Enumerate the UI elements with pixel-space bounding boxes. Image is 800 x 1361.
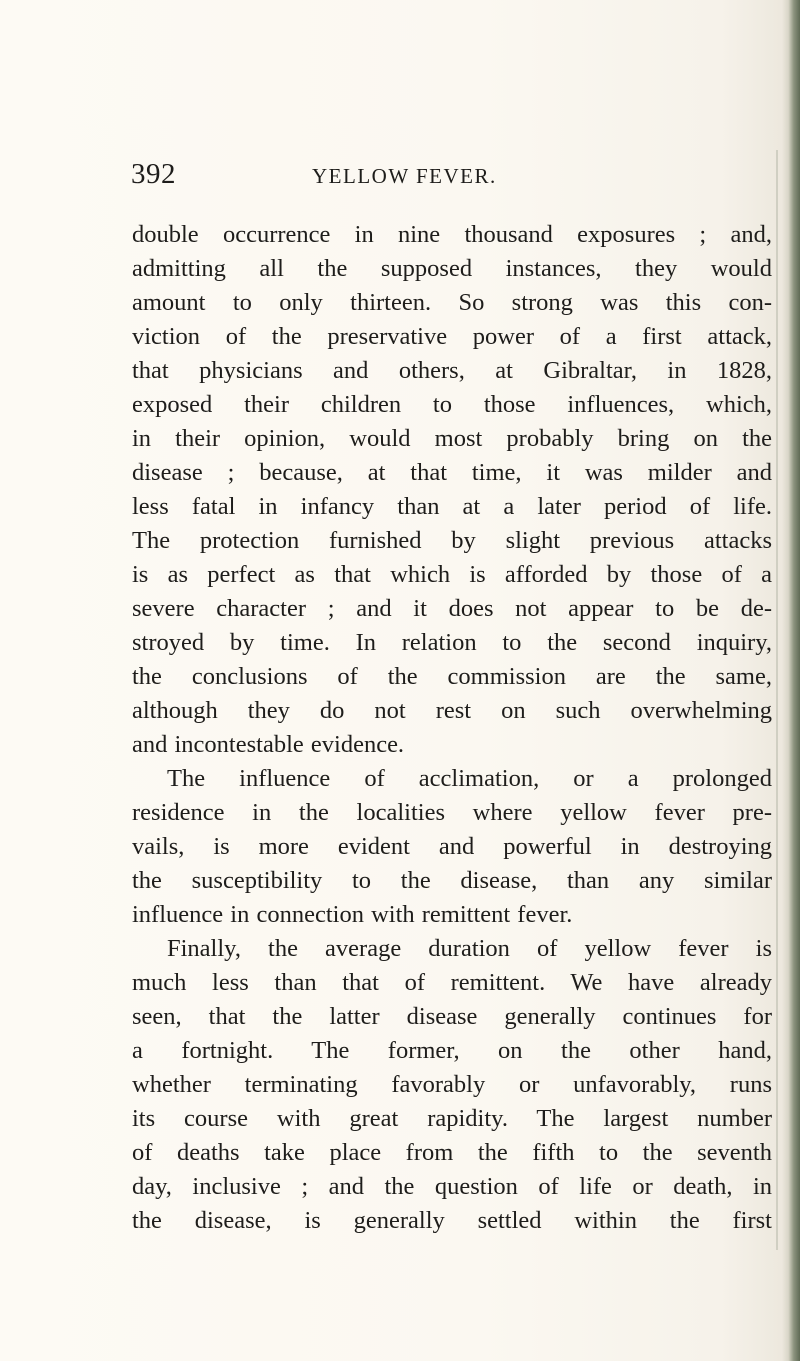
running-head: YELLOW FEVER. <box>312 164 497 188</box>
page-number: 392 <box>131 158 176 190</box>
text-line: disease ; because, at that time, it was milder and <box>132 459 772 486</box>
text-line: vails, is more evident and powerful in destroying <box>132 833 772 860</box>
page-edge-line <box>776 150 778 1250</box>
text-line: viction of the preservative power of a first attack, <box>132 323 772 350</box>
text-line: is as perfect as that which is afforded by those of a <box>132 561 772 588</box>
text-line: day, inclusive ; and the question of life or death, in <box>132 1173 772 1200</box>
text-line: admitting all the supposed instances, they would <box>132 255 772 282</box>
text-line: residence in the localities where yellow fever pre- <box>132 799 772 826</box>
page-binding-edge <box>782 0 800 1361</box>
text-line: double occurrence in nine thousand exposures ; and, <box>132 221 772 248</box>
text-line: a fortnight. The former, on the other hand, <box>132 1037 772 1064</box>
text-line: the susceptibility to the disease, than any similar <box>132 867 772 894</box>
text-line: The protection furnished by slight previous attacks <box>132 527 772 554</box>
text-line: influence in connection with remittent fever. <box>132 901 573 928</box>
text-line: that physicians and others, at Gibraltar, in 1828, <box>132 357 772 384</box>
text-line: the conclusions of the commission are the same, <box>132 663 772 690</box>
text-line: whether terminating favorably or unfavorably, runs <box>132 1071 772 1098</box>
text-line: much less than that of remittent. We have already <box>132 969 772 996</box>
text-line: and incontestable evidence. <box>132 731 405 758</box>
text-line: stroyed by time. In relation to the second inquiry, <box>132 629 772 656</box>
text-line: amount to only thirteen. So strong was this con- <box>132 289 772 316</box>
text-line: The influence of acclimation, or a prolonged <box>167 765 772 792</box>
text-line: although they do not rest on such overwhelming <box>132 697 772 724</box>
page-header <box>0 158 800 198</box>
text-line: less fatal in infancy than at a later period of life. <box>132 493 772 520</box>
text-line: the disease, is generally settled within the first <box>132 1207 772 1234</box>
text-line: its course with great rapidity. The largest number <box>132 1105 772 1132</box>
text-line: Finally, the average duration of yellow fever is <box>167 935 772 962</box>
text-line: exposed their children to those influences, which, <box>132 391 772 418</box>
text-line: seen, that the latter disease generally continues for <box>132 1003 772 1030</box>
text-line: of deaths take place from the fifth to the seventh <box>132 1139 772 1166</box>
text-line: in their opinion, would most probably bring on the <box>132 425 772 452</box>
text-line: severe character ; and it does not appear to be de- <box>132 595 772 622</box>
